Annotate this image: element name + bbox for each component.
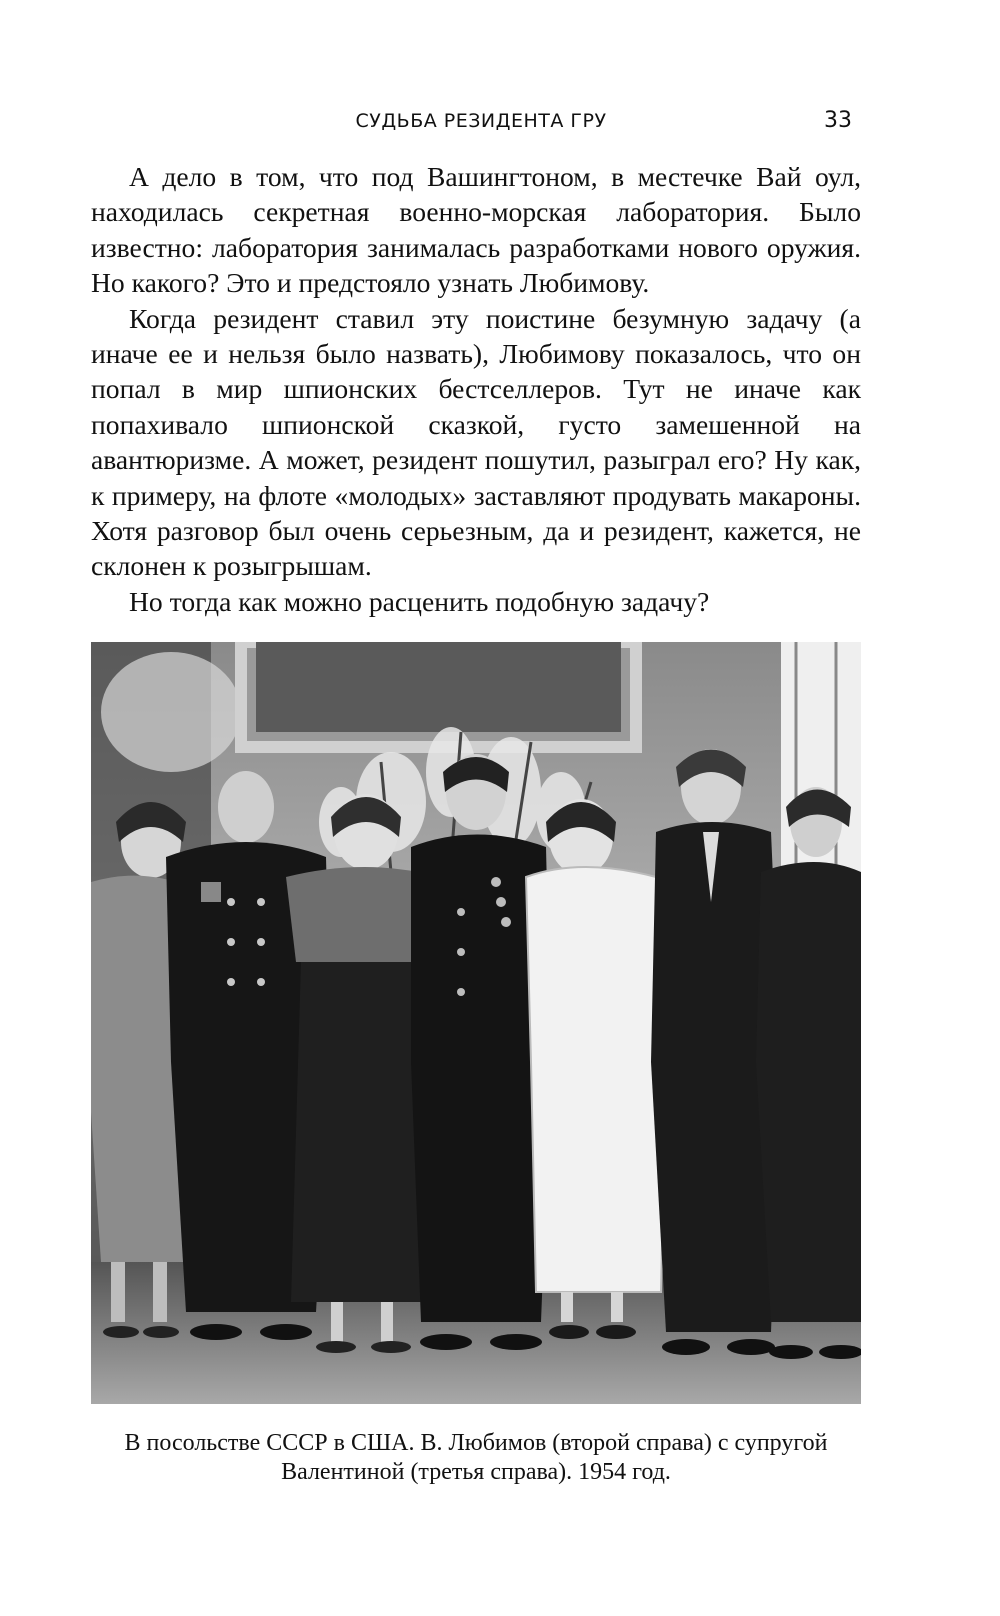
paragraph-3: Но тогда как можно расценить подобную задачу? xyxy=(129,585,710,617)
body-text xyxy=(91,159,861,619)
page-number: 33 xyxy=(824,108,852,133)
person-7 xyxy=(756,787,861,1359)
person-5 xyxy=(526,799,666,1339)
paragraph-1: А дело в том, что под Вашингтоном, в местечке Вай оул, находилась секретная военно-морская лаборатория. Было известно: лаборатория занималась разработками нового оружия. Но какого? Это и предстояло узнать Любимову. xyxy=(91,161,861,299)
running-title: СУДЬБА РЕЗИДЕНТА ГРУ xyxy=(355,110,607,132)
paragraph-2: Когда резидент ставил эту поистине безумную задачу (а иначе ее и нельзя было назвать), Любимову показалось, что он попал в мир шпионских бестселлеров. Тут не иначе как попахивало шпионской сказкой, густо замешенной на авантюризме. А может, резидент пошутил, разыграл его? Ну как, к примеру, на флоте «молодых» заставляют продувать макароны. Хотя разговор был очень серьезным, да и резидент, кажется, не склонен к розыгрышам. xyxy=(91,302,861,582)
embassy-group-photo xyxy=(91,642,861,1404)
photo-caption: В посольстве СССР в США. В. Любимов (второй справа) с супругой Валентиной (третья справа). 1954 год. xyxy=(124,1430,828,1485)
